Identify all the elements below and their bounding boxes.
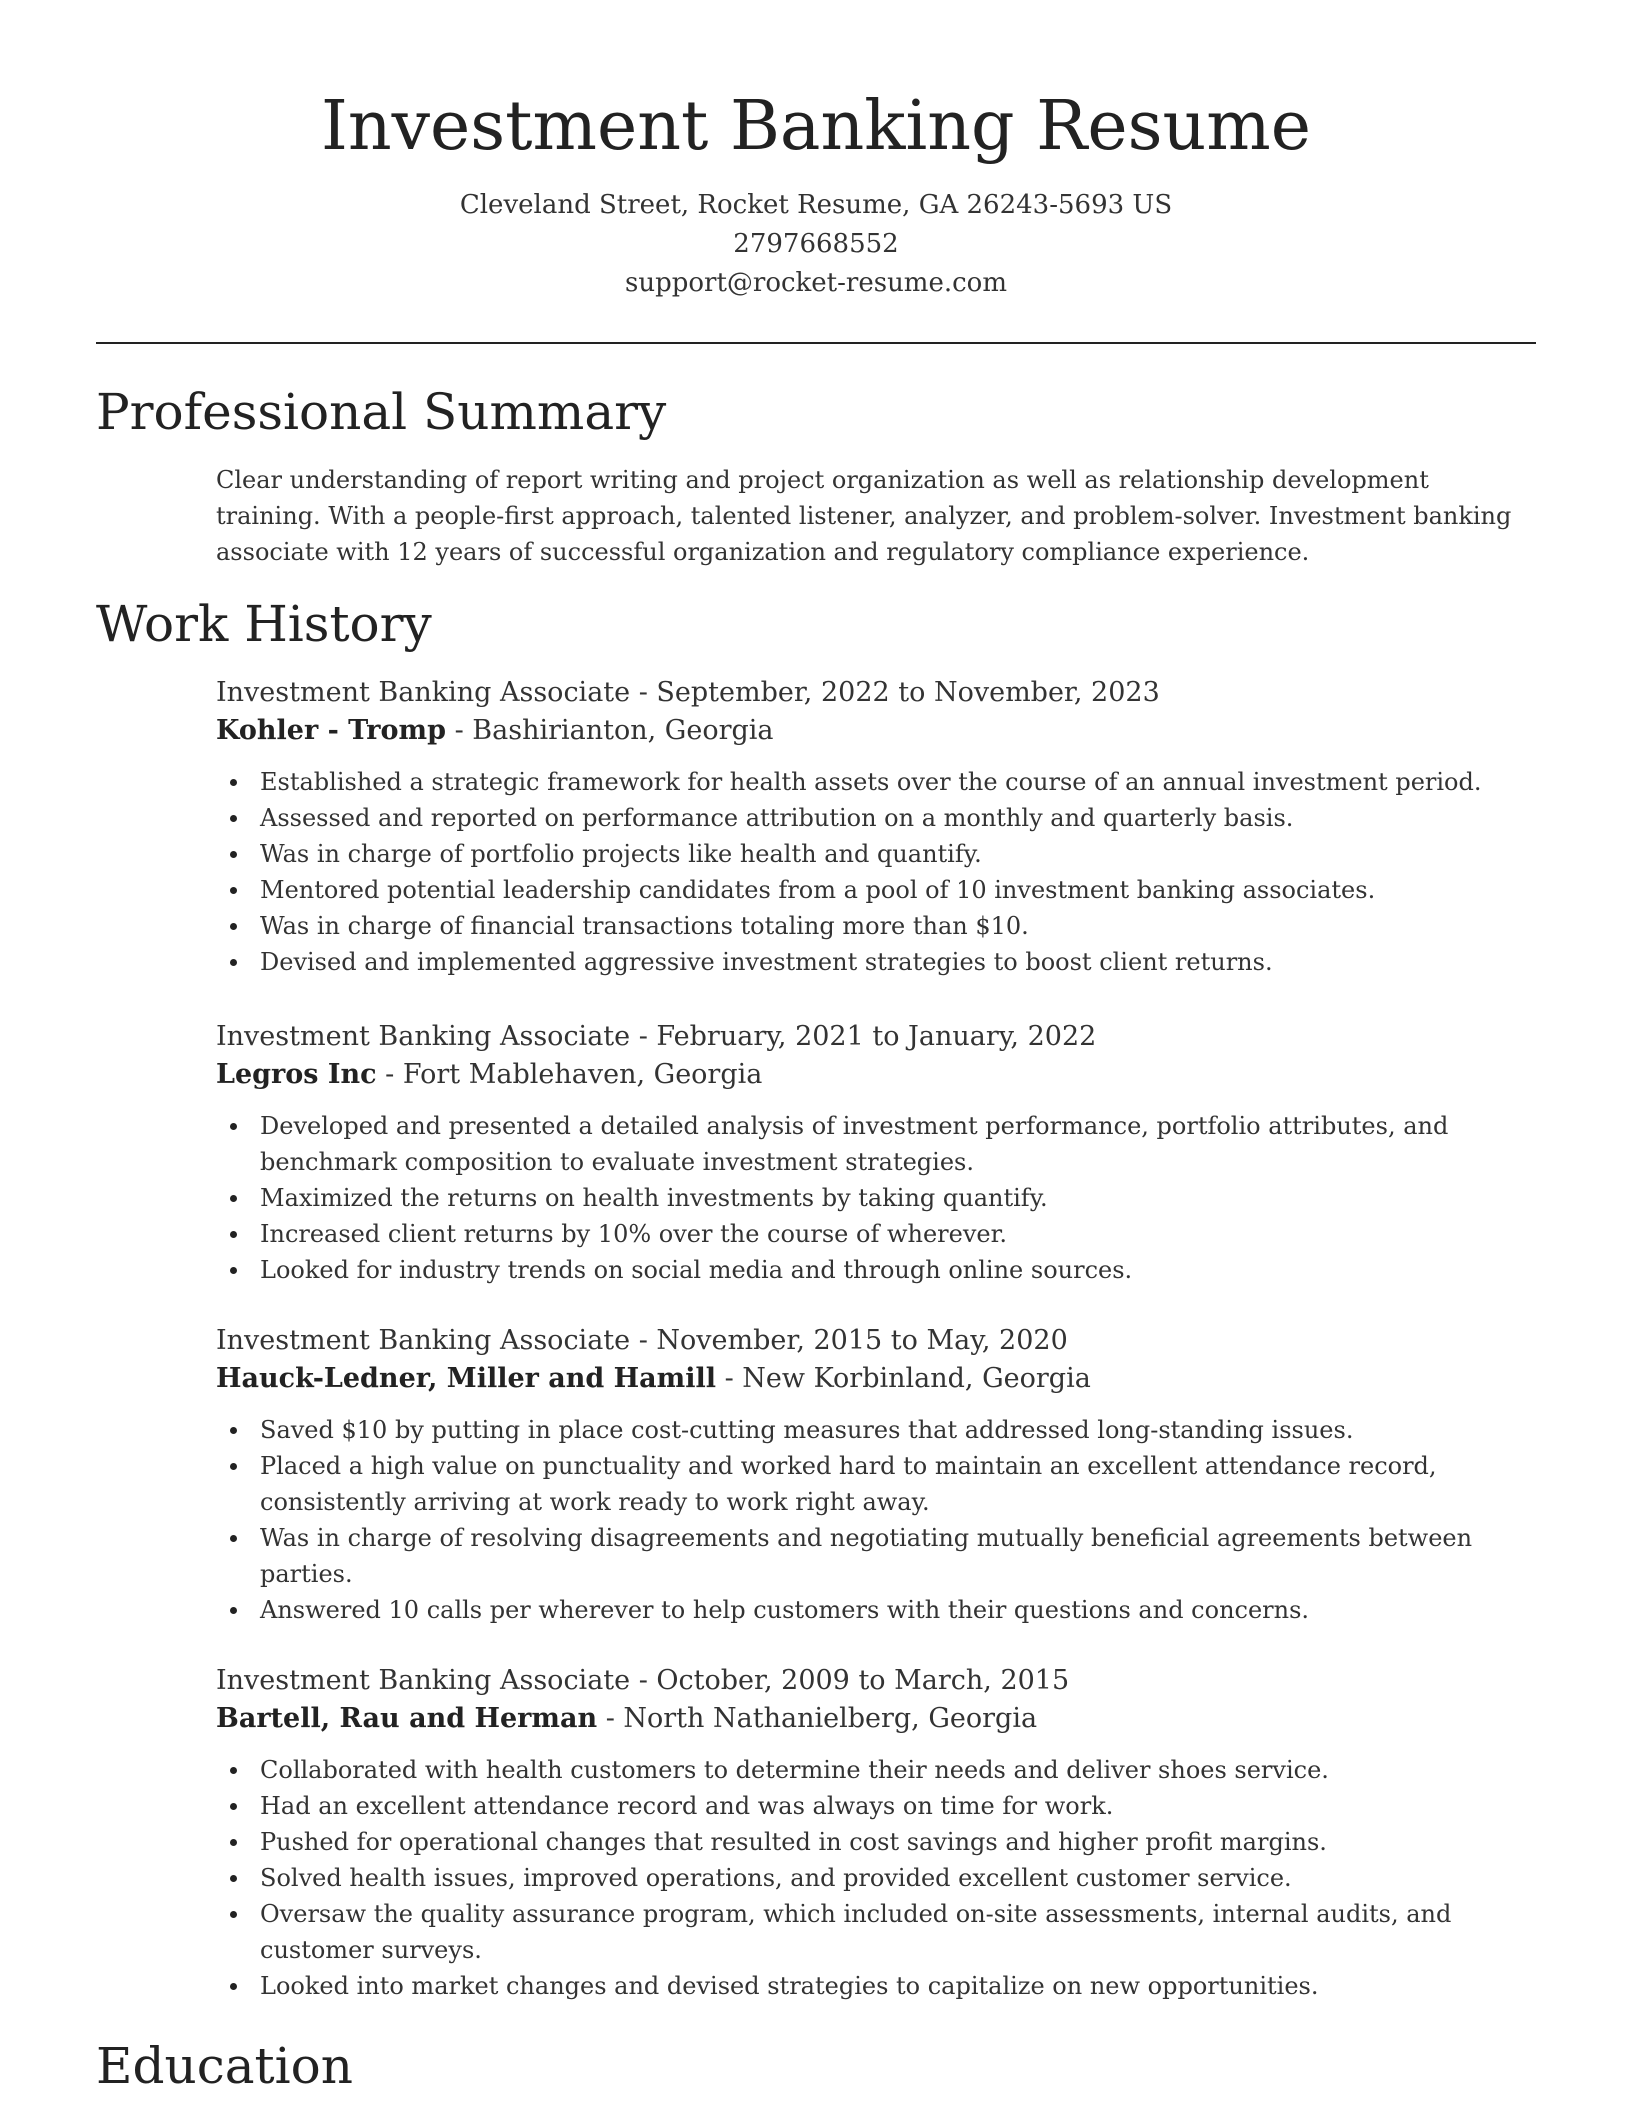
job-bullet xyxy=(260,908,1536,944)
job-bullet xyxy=(260,1216,1536,1252)
job-bullet xyxy=(260,1592,1536,1628)
job-company: Kohler - Tromp xyxy=(216,715,446,746)
bullet-text: Was in charge of financial transactions totaling more than $10. xyxy=(260,912,1029,940)
job-company-line xyxy=(216,712,1536,750)
bullet-dot xyxy=(230,1767,237,1774)
bullet-text: Developed and presented a detailed analysis of investment performance, portfolio attributes, and benchmark composition to evaluate investment strategies. xyxy=(260,1112,1449,1176)
bullet-text: Looked into market changes and devised strategies to capitalize on new opportunities. xyxy=(260,1972,1319,2000)
job-bullet xyxy=(260,800,1536,836)
bullet-text: Oversaw the quality assurance program, which included on-site assessments, internal audits, and customer surveys. xyxy=(260,1900,1452,1964)
bullet-dot xyxy=(230,1607,237,1614)
bullet-dot xyxy=(230,887,237,894)
job-bullet xyxy=(260,1752,1536,1788)
bullet-text: Had an excellent attendance record and was always on time for work. xyxy=(260,1792,1114,1820)
bullet-dot xyxy=(230,1803,237,1810)
address-text: Cleveland Street, Rocket Resume, GA 26243-5693 US xyxy=(459,190,1173,220)
bullet-text: Solved health issues, improved operations, and provided excellent customer service. xyxy=(260,1864,1292,1892)
bullet-dot xyxy=(230,1875,237,1882)
job-company: Hauck-Ledner, Miller and Hamill xyxy=(216,1363,717,1394)
bullet-dot xyxy=(230,815,237,822)
job-company-line xyxy=(216,1360,1536,1398)
phone-text: 2797668552 xyxy=(733,229,899,259)
job-title: Investment Banking Associate xyxy=(216,677,631,708)
job-bullets xyxy=(216,1752,1536,2004)
bullet-text: Was in charge of portfolio projects like health and quantify. xyxy=(260,840,982,868)
email-text: support@rocket-resume.com xyxy=(624,268,1007,298)
job-company: Legros Inc xyxy=(216,1059,377,1090)
job-bullets xyxy=(216,764,1536,980)
job-bullet xyxy=(260,1860,1536,1896)
job-bullets xyxy=(216,1108,1536,1288)
job-title-line xyxy=(216,674,1536,712)
summary-text: Clear understanding of report writing and project organization as well as relationship development training. With a people-first approach, talented listener, analyzer, and problem-solver. Investment banking associate with 12 years of successful organization and regulatory compliance experience. xyxy=(216,466,1512,566)
job-bullet xyxy=(260,1108,1536,1180)
bullet-text: Mentored potential leadership candidates from a pool of 10 investment banking associates. xyxy=(260,876,1376,904)
work-history-heading: Work History xyxy=(96,595,432,653)
bullet-dot xyxy=(230,1911,237,1918)
bullet-dot xyxy=(230,923,237,930)
job-bullet xyxy=(260,1448,1536,1520)
job-title-line xyxy=(216,1018,1536,1056)
bullet-dot xyxy=(230,1427,237,1434)
job-bullet xyxy=(260,1520,1536,1592)
job-bullet xyxy=(260,1412,1536,1448)
job-title: Investment Banking Associate xyxy=(216,1021,631,1052)
job-bullet xyxy=(260,1896,1536,1968)
job-bullets xyxy=(216,1412,1536,1628)
bullet-dot xyxy=(230,1839,237,1846)
job-dates: - October, 2009 to March, 2015 xyxy=(630,1665,1070,1696)
bullet-dot xyxy=(230,1267,237,1274)
bullet-dot xyxy=(230,1231,237,1238)
job-location: - New Korbinland, Georgia xyxy=(716,1363,1091,1394)
job-dates: - November, 2015 to May, 2020 xyxy=(630,1325,1068,1356)
job-bullet xyxy=(260,1824,1536,1860)
job-bullet xyxy=(260,944,1536,980)
job-bullet xyxy=(260,1180,1536,1216)
header-divider xyxy=(96,342,1536,344)
bullet-dot xyxy=(230,779,237,786)
bullet-text: Was in charge of resolving disagreements and negotiating mutually beneficial agreements between parties. xyxy=(260,1524,1473,1588)
job-bullet xyxy=(260,836,1536,872)
job-location: - North Nathanielberg, Georgia xyxy=(597,1703,1038,1734)
page-title: Investment Banking Resume xyxy=(320,87,1312,166)
job-bullet xyxy=(260,872,1536,908)
resume-header xyxy=(96,82,1536,303)
bullet-text: Increased client returns by 10% over the course of wherever. xyxy=(260,1220,1008,1248)
job-dates: - February, 2021 to January, 2022 xyxy=(630,1021,1097,1052)
bullet-text: Devised and implemented aggressive investment strategies to boost client returns. xyxy=(260,948,1273,976)
job-location: - Fort Mablehaven, Georgia xyxy=(376,1059,763,1090)
job-entry xyxy=(216,674,1536,980)
bullet-text: Looked for industry trends on social media and through online sources. xyxy=(260,1256,1133,1284)
job-company-line xyxy=(216,1700,1536,1738)
bullet-dot xyxy=(230,1123,237,1130)
job-location: - Bashirianton, Georgia xyxy=(446,715,774,746)
bullet-text: Assessed and reported on performance attribution on a monthly and quarterly basis. xyxy=(260,804,1294,832)
bullet-dot xyxy=(230,1195,237,1202)
job-title-line xyxy=(216,1322,1536,1360)
job-bullet xyxy=(260,764,1536,800)
job-company-line xyxy=(216,1056,1536,1094)
job-title: Investment Banking Associate xyxy=(216,1665,631,1696)
contact-block xyxy=(96,186,1536,303)
job-company: Bartell, Rau and Herman xyxy=(216,1703,598,1734)
job-entry xyxy=(216,1322,1536,1628)
summary-heading: Professional Summary xyxy=(96,383,667,441)
bullet-text: Established a strategic framework for health assets over the course of an annual investment period. xyxy=(260,768,1482,796)
education-heading: Education xyxy=(96,2037,353,2095)
job-title: Investment Banking Associate xyxy=(216,1325,631,1356)
bullet-text: Placed a high value on punctuality and worked hard to maintain an excellent attendance record, consistently arriving at work ready to work right away. xyxy=(260,1452,1437,1516)
bullet-dot xyxy=(230,959,237,966)
job-bullet xyxy=(260,1252,1536,1288)
job-title-line xyxy=(216,1662,1536,1700)
bullet-dot xyxy=(230,851,237,858)
bullet-text: Pushed for operational changes that resulted in cost savings and higher profit margins. xyxy=(260,1828,1327,1856)
job-bullet xyxy=(260,1968,1536,2004)
job-entry xyxy=(216,1018,1536,1288)
bullet-dot xyxy=(230,1463,237,1470)
bullet-text: Answered 10 calls per wherever to help customers with their questions and concerns. xyxy=(260,1596,1310,1624)
job-dates: - September, 2022 to November, 2023 xyxy=(630,677,1160,708)
bullet-dot xyxy=(230,1535,237,1542)
bullet-dot xyxy=(230,1983,237,1990)
bullet-text: Saved $10 by putting in place cost-cutting measures that addressed long-standing issues. xyxy=(260,1416,1354,1444)
job-entry xyxy=(216,1662,1536,2004)
bullet-text: Maximized the returns on health investments by taking quantify. xyxy=(260,1184,1048,1212)
bullet-text: Collaborated with health customers to determine their needs and deliver shoes service. xyxy=(260,1756,1329,1784)
job-bullet xyxy=(260,1788,1536,1824)
